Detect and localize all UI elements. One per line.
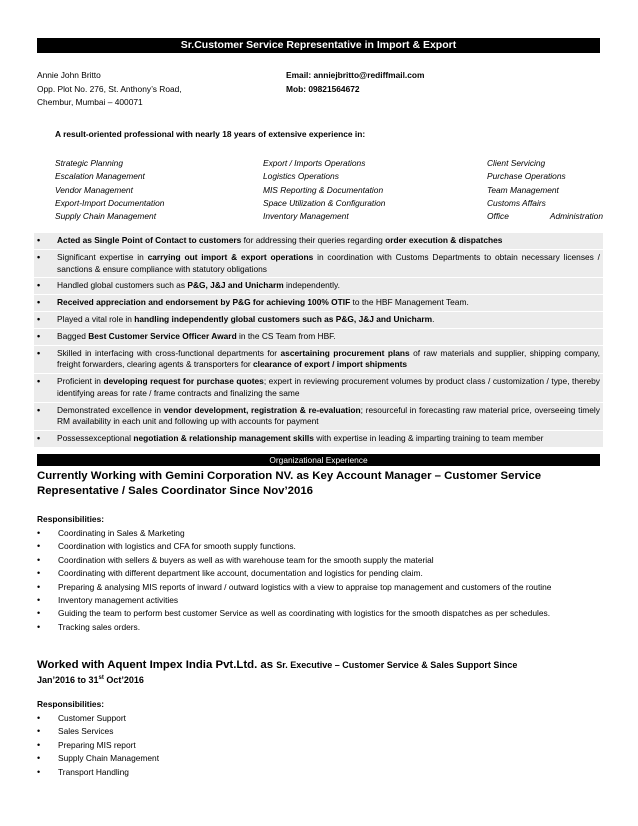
contact-address-block (37, 69, 182, 110)
job-title (37, 658, 603, 673)
job-title-main: Worked with Aquent Impex India Pvt.Ltd. as (37, 659, 277, 671)
highlight-item (34, 402, 603, 430)
list-item-text: Tracking sales orders. (58, 621, 141, 632)
bullet-icon: • (37, 712, 41, 723)
skills-row (55, 197, 603, 210)
list-item-text: Coordinating with different department like account, documentation and logistics for pending claim. (58, 568, 423, 579)
responsibilities-list (37, 527, 603, 634)
highlight-text-segment: Significant expertise in (57, 252, 148, 263)
skill-item: Escalation Management (55, 171, 145, 182)
bullet-icon: • (37, 726, 41, 737)
highlight-text-bold: order execution & dispatches (385, 235, 503, 246)
bullet-icon: • (37, 554, 41, 565)
candidate-name: Annie John Britto (37, 70, 101, 80)
list-item-text: Inventory management activities (58, 594, 179, 605)
skills-row (55, 157, 603, 170)
highlight-text-segment: in coordination with Customs Departments to obtain necessary licenses / sanctions & ensure compliance with statutory obligations (57, 252, 601, 274)
bullet-icon: • (37, 347, 41, 358)
job-date-end: Oct’2016 (103, 675, 144, 685)
list-item (37, 527, 603, 540)
highlight-text (57, 331, 600, 343)
bullet-icon: • (37, 581, 41, 592)
bullet-icon: • (37, 766, 41, 777)
bullet-icon: • (37, 235, 41, 246)
list-item-text: Supply Chain Management (58, 753, 160, 764)
highlight-text-segment: Skilled in interfacing with cross-functional departments for (57, 347, 281, 358)
highlight-item (34, 233, 603, 249)
highlight-text-bold: carrying out import & export operations (147, 252, 314, 263)
highlight-text-segment: ; expert in reviewing procurement volumes by product class / customization / type, thereby identifying areas for rate / frame contracts and finalizing the same (57, 376, 600, 398)
bullet-icon: • (37, 433, 41, 444)
bullet-icon: • (37, 527, 41, 538)
bullet-icon: • (37, 541, 41, 552)
email: Email: anniejbritto@rediffmail.com (286, 70, 425, 80)
highlight-text-bold: clearance of export / import shipments (252, 359, 408, 370)
highlight-item (34, 249, 603, 277)
skill-word: Office (487, 211, 509, 222)
highlight-text-segment: Played a vital role in (57, 314, 135, 325)
skills-row (55, 170, 603, 183)
list-item (37, 712, 603, 725)
list-item (37, 752, 603, 765)
bullet-icon: • (37, 621, 41, 632)
highlight-text (57, 297, 600, 309)
skill-item: Team Management (487, 184, 559, 195)
highlight-text-segment: Possessexceptional (57, 433, 134, 444)
highlight-item (34, 345, 603, 373)
highlight-item (34, 277, 603, 294)
highlight-text (57, 376, 600, 399)
bullet-icon: • (37, 280, 41, 291)
job-dates (37, 673, 603, 688)
highlight-text-segment: Demonstrated excellence in (57, 404, 164, 415)
list-item-text: Coordinating in Sales & Marketing (58, 527, 185, 538)
section-header-org-experience: Organizational Experience (37, 454, 600, 466)
highlight-text (57, 433, 600, 445)
highlight-text (57, 252, 600, 275)
highlight-text-segment: for addressing their queries regarding (241, 235, 386, 246)
skill-item: Purchase Operations (487, 171, 566, 182)
highlight-text-segment: of raw materials and supplier, shipping company, freight forwarders, clearing agents & transporters for (57, 347, 600, 370)
bullet-icon: • (37, 331, 41, 342)
skill-item: Inventory Management (263, 211, 349, 222)
job-gemini (37, 469, 603, 634)
highlight-item (34, 430, 603, 447)
skill-item: Vendor Management (55, 184, 133, 195)
highlight-item (34, 294, 603, 311)
highlight-text-segment: Bagged (57, 331, 89, 342)
skill-item: Supply Chain Management (55, 211, 157, 222)
highlight-text-segment: . (432, 314, 435, 325)
highlight-text-segment: to the HBF Management Team. (350, 297, 469, 308)
highlight-text-segment: with expertise in leading & imparting training to team member (313, 433, 544, 444)
highlight-text-bold: ascertaining procurement plans (280, 347, 410, 358)
highlight-text-bold: P&G, J&J and Unicharm (187, 280, 284, 291)
job-title-role: Sr. Executive – Customer Service & Sales Support Since (276, 660, 518, 670)
summary-statement: A result-oriented professional with nearly 18 years of extensive experience in: (55, 129, 366, 139)
address-line-2: Chembur, Mumbai – 400071 (37, 97, 143, 107)
resume-title: Sr.Customer Service Representative in Import & Export (37, 38, 600, 53)
highlight-text (57, 314, 600, 326)
list-item (37, 567, 603, 580)
highlight-text-segment: Proficient in (57, 376, 104, 387)
highlight-item (34, 311, 603, 328)
list-item (37, 581, 603, 594)
highlight-text-bold: Acted as Single Point of Contact to customers (57, 235, 242, 246)
bullet-icon: • (37, 608, 41, 619)
list-item-text: Sales Services (58, 726, 114, 737)
highlight-item (34, 373, 603, 401)
list-item-text: Transport Handling (58, 766, 129, 777)
bullet-icon: • (37, 594, 41, 605)
highlight-text-bold: Best Customer Service Officer Award (88, 331, 237, 342)
skill-item: MIS Reporting & Documentation (263, 184, 384, 195)
bullet-icon: • (37, 314, 41, 325)
job-aquent (37, 658, 603, 779)
list-item (37, 540, 603, 553)
skills-row (55, 210, 603, 223)
list-item-text: Coordination with sellers & buyers as well as with warehouse team for the smooth supply the material (58, 554, 434, 565)
bullet-icon: • (37, 297, 41, 308)
list-item (37, 725, 603, 738)
skill-item (487, 210, 603, 223)
skills-grid (55, 157, 603, 223)
bullet-icon: • (37, 404, 41, 415)
skill-item: Client Servicing (487, 158, 546, 168)
highlight-text-segment: Handled global customers such as (57, 280, 188, 291)
bullet-icon: • (37, 739, 41, 750)
highlight-text-segment: ; resourceful in forecasting raw material price, overseeing timely RM availability in each unit and following up with accounts for payment (57, 404, 600, 427)
responsibilities-list (37, 712, 603, 779)
highlight-text-bold: Received appreciation and endorsement by P&G for achieving 100% OTIF (57, 297, 351, 308)
highlights-list (34, 233, 603, 447)
skill-item: Export-Import Documentation (55, 197, 165, 208)
skill-item: Logistics Operations (263, 171, 339, 182)
highlight-text (57, 348, 600, 371)
bullet-icon: • (37, 753, 41, 764)
highlight-text-bold: handling independently global customers such as P&G, J&J and Unicharm (134, 314, 433, 325)
highlight-item (34, 328, 603, 345)
list-item-text: Guiding the team to perform best customer Service as well as coordinating with logistics for the smooth dispatches as per schedules. (58, 608, 551, 619)
list-item (37, 594, 603, 607)
highlight-text-bold: negotiation & relationship management skills (133, 433, 314, 444)
highlight-text-bold: developing request for purchase quotes (103, 376, 264, 387)
highlight-text-segment: independently. (283, 280, 340, 291)
skill-item: Export / Imports Operations (263, 158, 366, 168)
list-item-text: Customer Support (58, 712, 126, 723)
bullet-icon: • (37, 376, 41, 387)
responsibilities-label: Responsibilities: (37, 514, 105, 524)
highlight-text-bold: vendor development, registration & re-evaluation (163, 404, 361, 415)
list-item-text: Coordination with logistics and CFA for smooth supply functions. (58, 541, 296, 552)
skill-item: Customs Affairs (487, 197, 546, 208)
list-item (37, 621, 603, 634)
list-item (37, 739, 603, 752)
highlight-text (57, 405, 600, 428)
bullet-icon: • (37, 252, 41, 263)
job-date-suffix: st (98, 675, 104, 681)
skill-word: Administration (549, 211, 603, 222)
list-item (37, 607, 603, 620)
highlight-text-segment: in the CS Team from HBF. (236, 331, 336, 342)
responsibilities-label: Responsibilities: (37, 699, 105, 709)
contact-info-block (286, 69, 424, 96)
skills-row (55, 184, 603, 197)
list-item-text: Preparing & analysing MIS reports of inward / outward logistics with a view to appraise top management and customers of the routine (58, 581, 552, 592)
highlight-text (57, 235, 600, 247)
list-item-text: Preparing MIS report (58, 739, 136, 750)
mobile: Mob: 09821564672 (286, 83, 360, 94)
skill-item: Strategic Planning (55, 158, 123, 168)
address-line-1: Opp. Plot No. 276, St. Anthony’s Road, (37, 83, 182, 94)
list-item (37, 766, 603, 779)
skill-item: Space Utilization & Configuration (263, 197, 386, 208)
list-item (37, 554, 603, 567)
highlight-text (57, 280, 600, 292)
bullet-icon: • (37, 568, 41, 579)
job-title: Currently Working with Gemini Corporation NV. as Key Account Manager – Customer Service Representative / Sales Coordinator Since Nov’2016 (37, 470, 542, 497)
job-date-start: Jan’2016 to 31 (37, 675, 99, 685)
